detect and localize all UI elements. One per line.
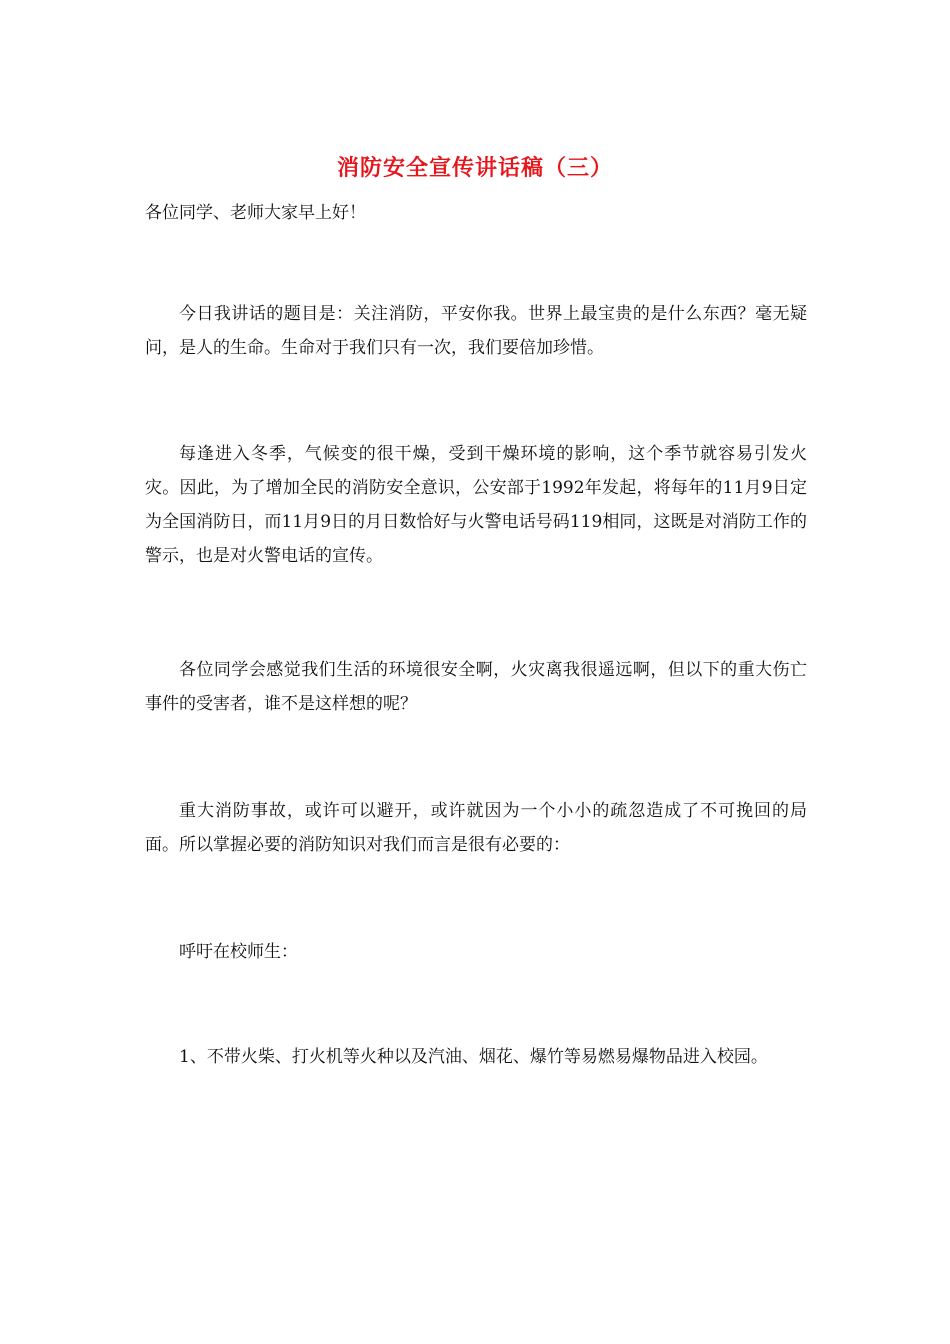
list-item-1: 1、不带火柴、打火机等火种以及汽油、烟花、爆竹等易燃易爆物品进入校园。 <box>179 1047 768 1067</box>
document-title: 消防安全宣传讲话稿（三） <box>336 155 613 181</box>
paragraph-fire-day: 每逢进入冬季，气候变的很干燥，受到干燥环境的影响，这个季节就容易引发火灾。因此，为了增加全民的消防安全意识，公安部于1992年发起，将每年的11月9日定为全国消防日，而11月9日的月日数恰好与火警电话号码119相同，这既是对消防工作的警示，也是对火警电话的宣传。 <box>145 444 807 566</box>
greeting: 各位同学、老师大家早上好！ <box>145 203 366 223</box>
paragraph-appeal: 呼吁在校师生： <box>179 942 298 962</box>
paragraph-topic: 今日我讲话的题目是：关注消防，平安你我。世界上最宝贵的是什么东西？毫无疑问，是人的生命。生命对于我们只有一次，我们要倍加珍惜。 <box>145 304 807 358</box>
paragraph-accidents: 重大消防事故，或许可以避开，或许就因为一个小小的疏忽造成了不可挽回的局面。所以掌握必要的消防知识对我们而言是很有必要的： <box>145 801 807 855</box>
paragraph-safety-feeling: 各位同学会感觉我们生活的环境很安全啊，火灾离我很遥远啊，但以下的重大伤亡事件的受害者，谁不是这样想的呢？ <box>145 660 807 714</box>
